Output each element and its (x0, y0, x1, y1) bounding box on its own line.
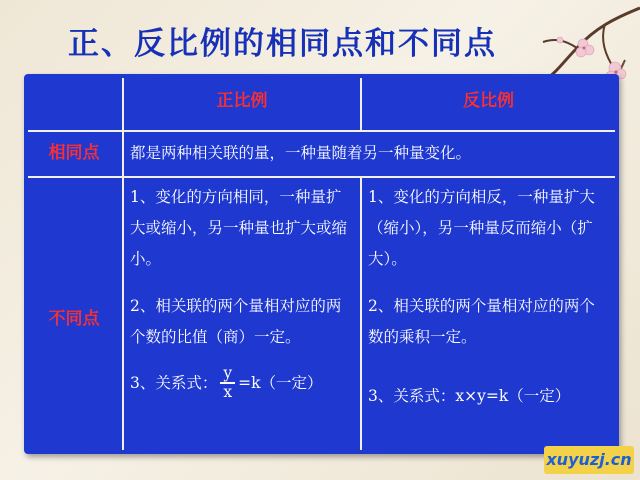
page-title: 正、反比例的相同点和不同点 (68, 26, 497, 62)
comparison-table (24, 74, 619, 454)
direct-item-2: 2、相关联的两个量相对应的两个数的比值（商）一定。 (130, 297, 342, 346)
direct-item-3 (130, 365, 356, 401)
direct-proportion-cell (130, 182, 356, 401)
inverse-item-3: 3、关系式：x×y=k（一定） (368, 387, 571, 405)
inverse-item-1: 1、变化的方向相反，一种量扩大（缩小），另一种量反而缩小（扩大）。 (368, 188, 595, 268)
inverse-item-2: 2、相关联的两个量相对应的两个数的乘积一定。 (368, 297, 595, 346)
row-label-similarities: 相同点 (48, 143, 100, 163)
fraction-denominator: x (223, 383, 233, 401)
inverse-proportion-cell (368, 182, 608, 412)
row-label-differences: 不同点 (48, 309, 100, 329)
column-header-direct-proportion: 正比例 (216, 91, 268, 111)
fraction-numerator: y (220, 365, 235, 384)
grid-line-horizontal-2 (28, 176, 615, 178)
column-header-inverse-proportion: 反比例 (463, 91, 514, 111)
direct-formula-suffix: =k（一定） (238, 373, 323, 392)
direct-formula-prefix: 3、关系式： (130, 373, 218, 392)
grid-line-vertical-1 (122, 78, 124, 450)
direct-formula-fraction (220, 365, 235, 401)
similarities-text: 都是两种相关联的量，一种量随着另一种量变化。 (130, 144, 472, 162)
grid-line-vertical-2-bottom (360, 176, 362, 450)
direct-item-1: 1、变化的方向相同，一种量扩大或缩小，另一种量也扩大或缩小。 (130, 188, 348, 268)
grid-line-horizontal-1 (28, 130, 615, 132)
site-watermark: xuyuzj.cn (544, 446, 634, 474)
